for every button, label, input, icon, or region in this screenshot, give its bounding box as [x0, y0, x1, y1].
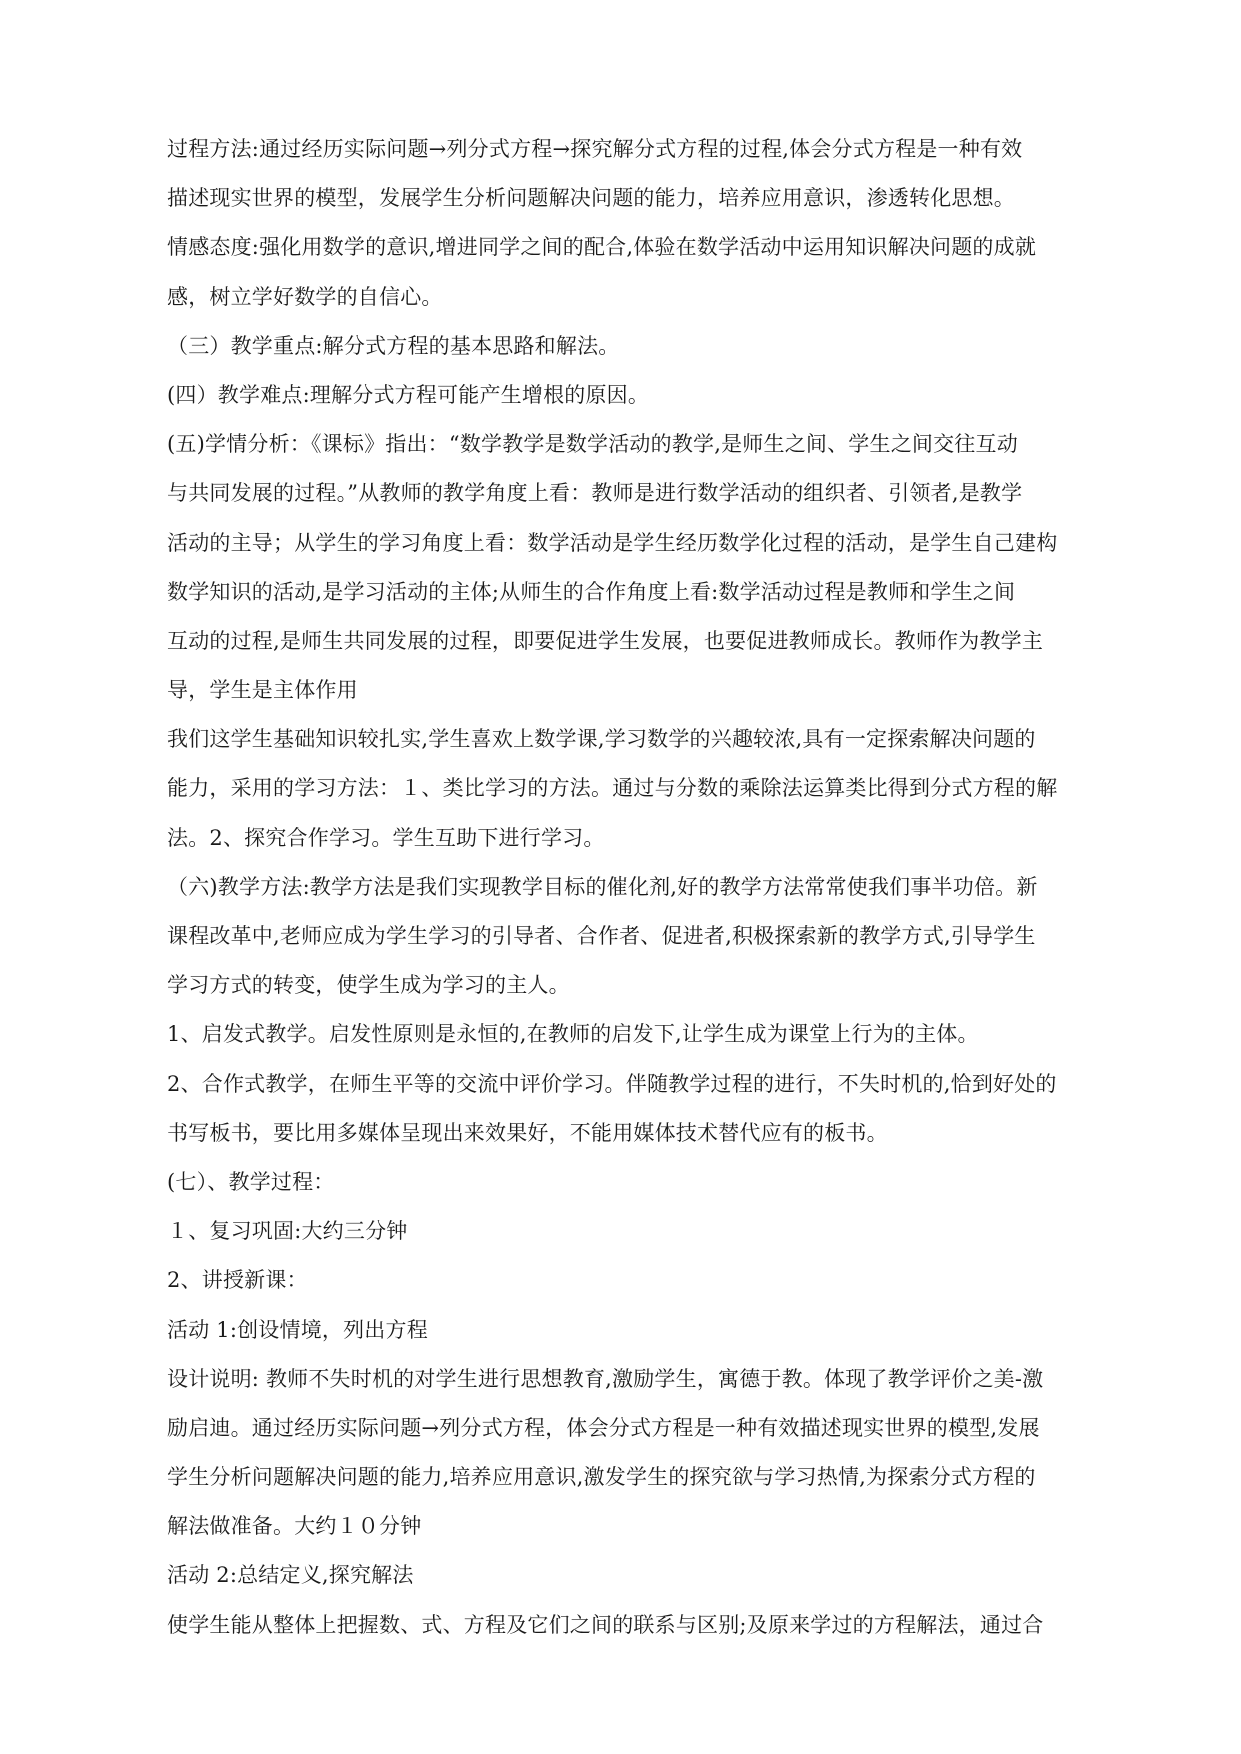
text-line: 我们这学生基础知识较扎实,学生喜欢上数学课,学习数学的兴趣较浓,具有一定探索解决问题的	[167, 727, 1036, 752]
text-line: 互动的过程,是师生共同发展的过程，即要促进学生发展，也要促进教师成长。教师作为教学主	[167, 628, 1044, 653]
text-line: （三）教学重点:解分式方程的基本思路和解法。	[167, 333, 620, 358]
text-line: 使学生能从整体上把握数、式、方程及它们之间的联系与区别;及原来学过的方程解法，通过合	[167, 1612, 1044, 1637]
body-text	[167, 125, 1122, 1650]
text-line: 课程改革中,老师应成为学生学习的引导者、合作者、促进者,积极探索新的教学方式,引导学生	[167, 924, 1036, 948]
text-line: 励启迪。通过经历实际问题→列分式方程，体会分式方程是一种有效描述现实世界的模型,发展	[167, 1415, 1040, 1440]
text-line: 感，树立学好数学的自信心。	[167, 284, 443, 309]
text-line: 活动 1:创设情境，列出方程	[167, 1317, 428, 1342]
text-line: 与共同发展的过程。”从教师的教学角度上看：教师是进行数学活动的组织者、引领者,是教学	[167, 481, 1023, 506]
text-line: (七）、教学过程：	[167, 1169, 335, 1194]
text-line: (五)学情分析：《课标》指出：“数学教学是数学活动的教学,是师生之间、学生之间交往互动	[167, 432, 1018, 457]
text-line: 学习方式的转变，使学生成为学习的主人。	[167, 973, 570, 998]
text-line: 书写板书，要比用多媒体呈现出来效果好，不能用媒体技术替代应有的板书。	[167, 1120, 888, 1145]
text-line: 活动的主导；从学生的学习角度上看：数学活动是学生经历数学化过程的活动，是学生自己建构	[167, 530, 1058, 555]
text-line: 设计说明: 教师不失时机的对学生进行思想教育,激励学生，寓德于教。体现了教学评价之美-激	[167, 1366, 1044, 1391]
text-line: 数学知识的活动,是学习活动的主体;从师生的合作角度上看:数学活动过程是教师和学生之间	[167, 579, 1016, 604]
text-line: 情感态度:强化用数学的意识,增进同学之间的配合,体验在数学活动中运用知识解决问题的成就	[167, 235, 1037, 260]
text-line: 解法做准备。大约１０分钟	[167, 1514, 422, 1539]
text-line: (四）教学难点:理解分式方程可能产生增根的原因。	[167, 382, 650, 407]
text-line: 描述现实世界的模型，发展学生分析问题解决问题的能力，培养应用意识，渗透转化思想。	[167, 186, 1015, 211]
text-line: 2、合作式教学，在师生平等的交流中评价学习。伴随教学过程的进行，不失时机的,恰到好处的	[167, 1071, 1057, 1096]
text-line: 1、启发式教学。启发性原则是永恒的,在教师的启发下,让学生成为课堂上行为的主体。	[167, 1022, 979, 1047]
text-line: 导，学生是主体作用	[167, 678, 358, 703]
text-line: 过程方法:通过经历实际问题→列分式方程→探究解分式方程的过程,体会分式方程是一种有效	[167, 137, 1023, 161]
text-line: １、复习巩固:大约三分钟	[167, 1219, 408, 1244]
text-line: 学生分析问题解决问题的能力,培养应用意识,激发学生的探究欲与学习热情,为探索分式方程的	[167, 1465, 1036, 1490]
text-line: 能力，采用的学习方法：１、类比学习的方法。通过与分数的乘除法运算类比得到分式方程的解	[167, 776, 1058, 801]
text-line: 2、讲授新课：	[167, 1268, 308, 1293]
text-line: 法。2、探究合作学习。学生互助下进行学习。	[167, 825, 605, 850]
text-line: （六)教学方法:教学方法是我们实现教学目标的催化剂,好的教学方法常常使我们事半功倍。新	[167, 874, 1038, 899]
text-line: 活动 2:总结定义,探究解法	[167, 1563, 414, 1588]
